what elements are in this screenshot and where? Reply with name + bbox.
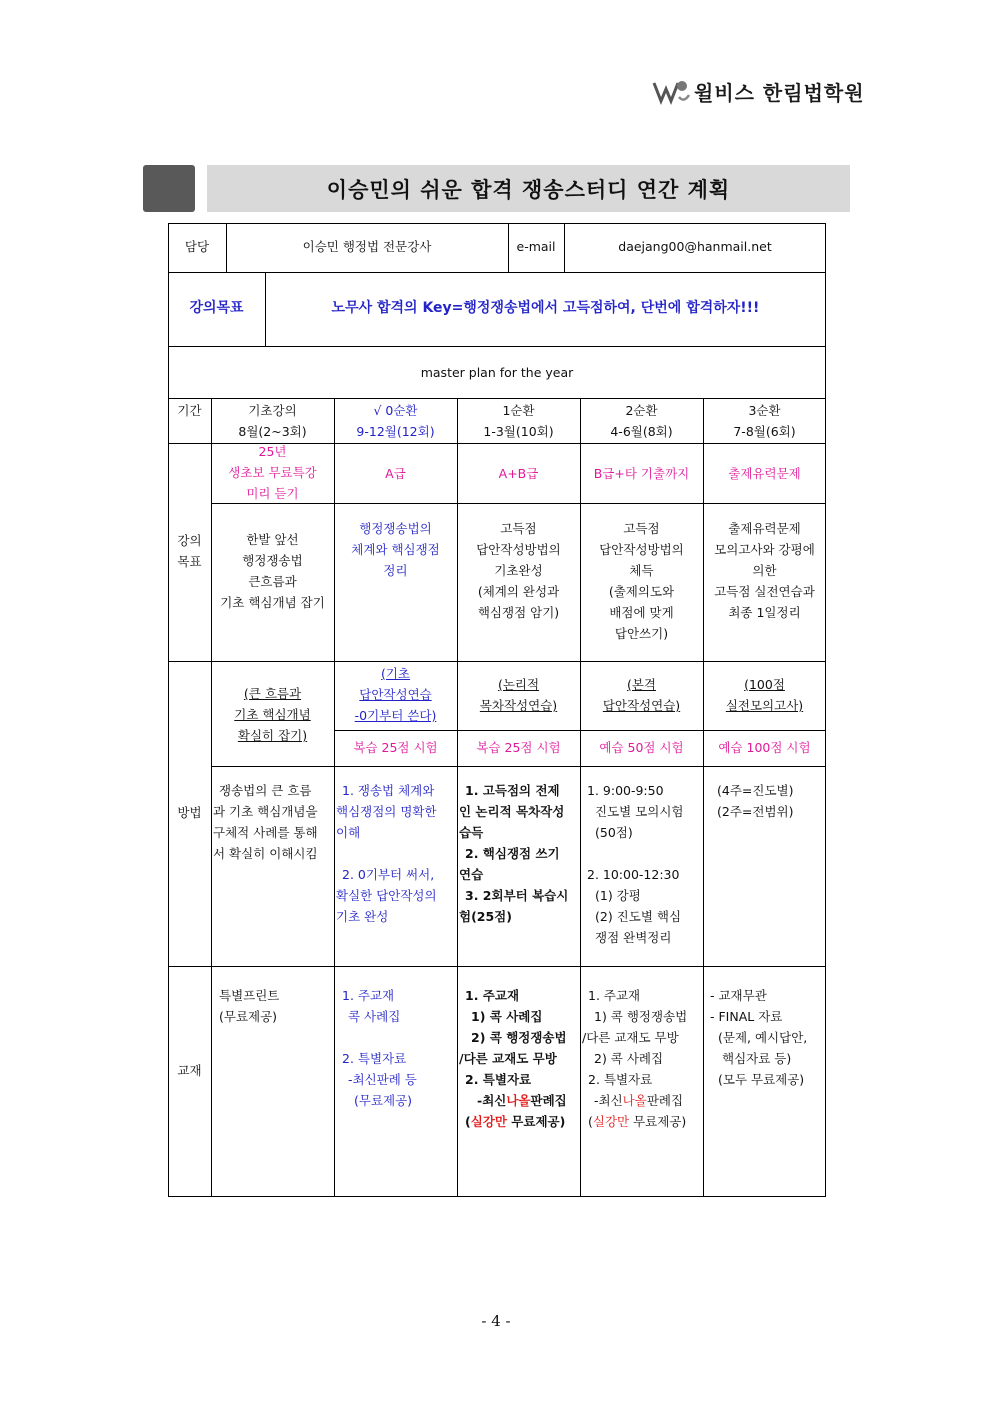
goal-desc: 고득점 답안작성방법의 체득 (출제의도와 배점에 맞게 답안쓰기)	[599, 521, 684, 641]
goal-level: B급+타 기출까지	[593, 466, 690, 481]
material-detail: 1. 주교재 1) 콕 행정쟁송법 /다른 교재도 무방 2) 콕 사례집 2. 특별자료 -최신나올판례집 (실강만 무료제공)	[582, 988, 688, 1129]
material-row-label: 교재	[177, 1063, 202, 1078]
email-value[interactable]: daejang00@hanmail.net	[618, 239, 772, 254]
goal-level: 25년 생초보 무료특강 미리 듣기	[228, 444, 317, 501]
goal-value: 노무사 합격의 Key=행정쟁송법에서 고득점하여, 단번에 합격하자!!!	[331, 300, 760, 316]
method-detail: 1. 고득점의 전제 인 논리적 목차작성 습득 2. 핵심쟁점 쓰기 연습 3. 2회부터 복습시 험(25점)	[459, 783, 569, 924]
material-detail: 1. 주교재 1) 콕 사례집 2) 콕 행정쟁송법 /다른 교재도 무방 2. 특별자료 -최신나올판례집 (실강만 무료제공)	[459, 988, 567, 1129]
page-title: 이승민의 쉬운 합격 쟁송스터디 연간 계획	[326, 177, 731, 202]
title-bar	[207, 165, 850, 212]
goal-row-label: 강의 목표	[177, 533, 202, 569]
goal-desc: 한발 앞선 행정쟁송법 큰흐름과 기초 핵심개념 잡기	[220, 532, 325, 610]
col-name: √ 0순환	[373, 403, 418, 418]
col-name: 기초강의	[248, 403, 297, 418]
method-exam: 복습 25점 시험	[476, 740, 561, 755]
col-period: 4-6월(8회)	[610, 424, 673, 439]
goal-desc: 출제유력문제 모의고사와 강평에 의한 고득점 실전연습과 최종 1일정리	[714, 521, 815, 620]
goal-desc: 고득점 답안작성방법의 기초완성 (체계의 완성과 핵심쟁점 암기)	[476, 521, 561, 620]
col-name: 3순환	[748, 403, 781, 418]
goal-label: 강의목표	[189, 300, 244, 316]
method-type: (100점 실전모의고사)	[725, 677, 804, 713]
method-row-label: 방법	[177, 805, 202, 820]
material-detail: - 교재무관 - FINAL 자료 (문제, 예시답안, 핵심자료 등) (모두 무료제공)	[710, 988, 808, 1087]
method-exam: 예습 50점 시험	[599, 740, 684, 755]
col-period: 8월(2~3회)	[238, 424, 307, 439]
col-period: 1-3월(10회)	[483, 424, 554, 439]
method-exam: 예습 100점 시험	[718, 740, 811, 755]
period-label: 기간	[177, 403, 202, 418]
owner-value: 이승민 행정법 전문강사	[302, 239, 432, 254]
method-type: (큰 흐름과 기초 핵심개념 확실히 잡기)	[234, 686, 311, 743]
email-label: e-mail	[516, 239, 556, 254]
goal-desc: 행정쟁송법의 체계와 핵심쟁점 정리	[351, 521, 440, 578]
plan-caption: master plan for the year	[420, 365, 574, 380]
owner-label: 담당	[184, 239, 210, 254]
method-type: (본격 답안작성연습)	[602, 677, 681, 713]
material-detail: 1. 주교재 콕 사례집 2. 특별자료 -최신판례 등 (무료제공)	[342, 988, 417, 1108]
col-period: 7-8월(6회)	[733, 424, 796, 439]
page-number: - 4 -	[481, 1312, 511, 1330]
logo-text: 윌비스 한림법학원	[694, 80, 865, 105]
goal-level: 출제유력문제	[728, 466, 801, 481]
material-detail: 특별프린트 (무료제공)	[219, 988, 280, 1024]
logo-mark-icon	[652, 77, 690, 105]
col-name: 1순환	[502, 403, 535, 418]
academy-logo	[652, 76, 892, 106]
method-detail: 1. 9:00-9:50 진도별 모의시험 (50점) 2. 10:00-12:30 (1) 강평 (2) 진도별 핵심 쟁점 완벽정리	[587, 783, 684, 945]
method-type: (논리적 목차작성연습)	[479, 677, 558, 713]
method-type: (기초 답안작성연습 -0기부터 쓴다)	[354, 666, 437, 723]
title-marker	[143, 165, 195, 212]
method-detail: 쟁송법의 큰 흐름 과 기초 핵심개념을 구체적 사례를 통해 서 확실히 이해시킴	[213, 783, 318, 861]
col-period: 9-12월(12회)	[356, 424, 435, 439]
goal-level: A+B급	[498, 466, 539, 481]
goal-level: A급	[385, 466, 406, 481]
method-detail: 1. 쟁송법 체계와 핵심쟁점의 명확한 이해 2. 0기부터 써서, 확실한 답안작성의 기초 완성	[336, 783, 437, 924]
method-exam: 복습 25점 시험	[353, 740, 438, 755]
col-name: 2순환	[625, 403, 658, 418]
method-detail: (4주=진도별) (2주=전범위)	[717, 783, 794, 819]
